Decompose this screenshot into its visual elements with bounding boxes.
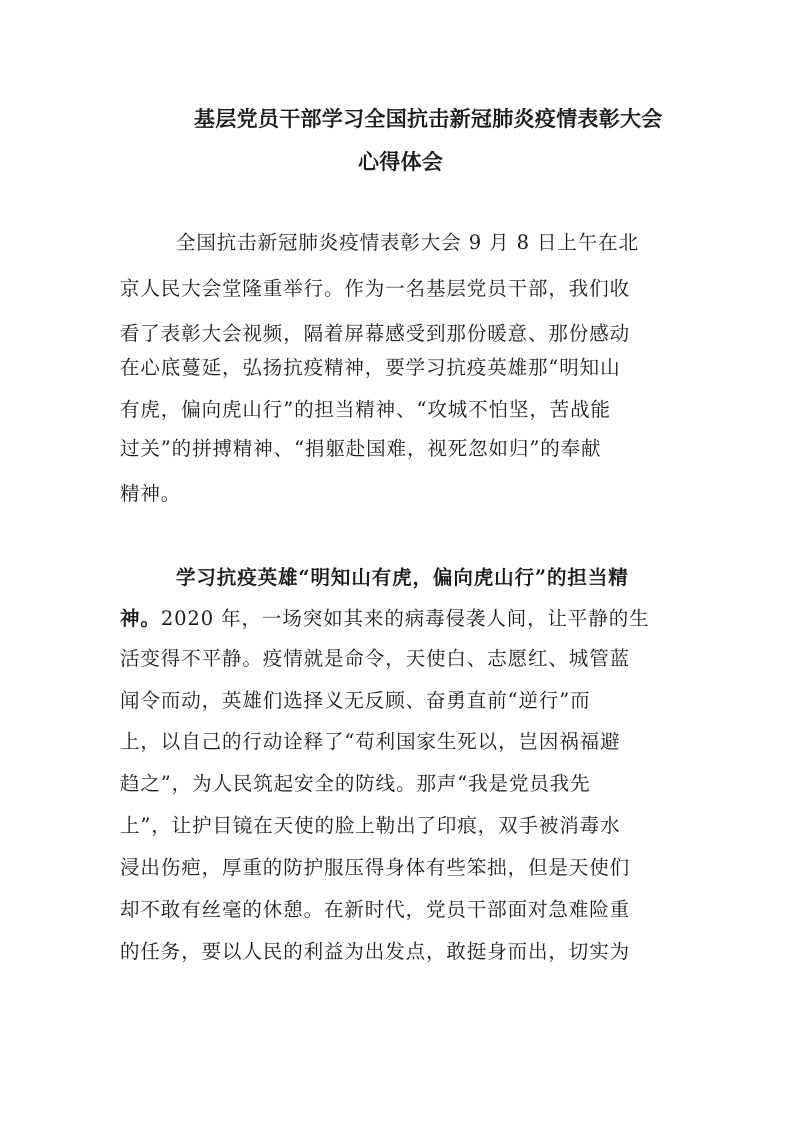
paragraph-1-line-2: 京人民大会堂隆重举行。作为一名基层党员干部，我们收 <box>120 277 631 300</box>
paragraph-2-line-5: 上，以自己的行动诠释了“苟利国家生死以，岂因祸福避 <box>120 730 621 753</box>
paragraph-1-line-4: 在心底蔓延，弘扬抗疫精神，要学习抗疫英雄那“明知山 <box>120 356 621 379</box>
paragraph-2-line-10: 的任务，要以人民的利益为出发点，敢挺身而出，切实为 <box>120 940 631 963</box>
paragraph-2-heading-text: 学习抗疫英雄“明知山有虎，偏向虎山行”的担当精 <box>176 566 629 589</box>
document-subtitle: 心得体会 <box>358 149 444 174</box>
paragraph-2-line-7: 上”，让护目镜在天使的脸上勒出了印痕，双手被消毒水 <box>120 814 621 837</box>
paragraph-1-line-5: 有虎，偏向虎山行”的担当精神、“攻城不怕坚，苦战能 <box>120 398 611 421</box>
paragraph-1-line-1: 全国抗击新冠肺炎疫情表彰大会 9 月 8 日上午在北 <box>176 231 640 254</box>
paragraph-2-line-2-text: 2020 年，一场突如其来的病毒侵袭人间，让平静的生 <box>160 607 650 630</box>
paragraph-2-line-8: 浸出伤疤，厚重的防护服压得身体有些笨拙，但是天使们 <box>120 856 631 879</box>
paragraph-2-heading <box>176 565 676 591</box>
paragraph-2-line-6: 趋之”，为人民筑起安全的防线。那声“我是党员我先 <box>120 772 591 795</box>
paragraph-2-line-3: 活变得不平静。疫情就是命令，天使白、志愿红、城管蓝 <box>120 647 631 670</box>
paragraph-2-line-9: 却不敢有丝毫的休憩。在新时代，党员干部面对急难险重 <box>120 898 631 921</box>
paragraph-1-line-7: 精神。 <box>120 482 182 505</box>
paragraph-1-line-3: 看了表彰大会视频，隔着屏幕感受到那份暖意、那份感动 <box>120 322 631 345</box>
paragraph-2-line-2 <box>120 606 680 632</box>
paragraph-1-line-6: 过关”的拼搏精神、“捐躯赴国难，视死忽如归”的奉献 <box>120 437 602 460</box>
paragraph-2-line-4: 闻令而动，英雄们选择义无反顾、奋勇直前“逆行”而 <box>120 689 591 712</box>
paragraph-2-heading-end: 神。 <box>120 607 161 630</box>
document-title: 基层党员干部学习全国抗击新冠肺炎疫情表彰大会 <box>194 106 663 131</box>
